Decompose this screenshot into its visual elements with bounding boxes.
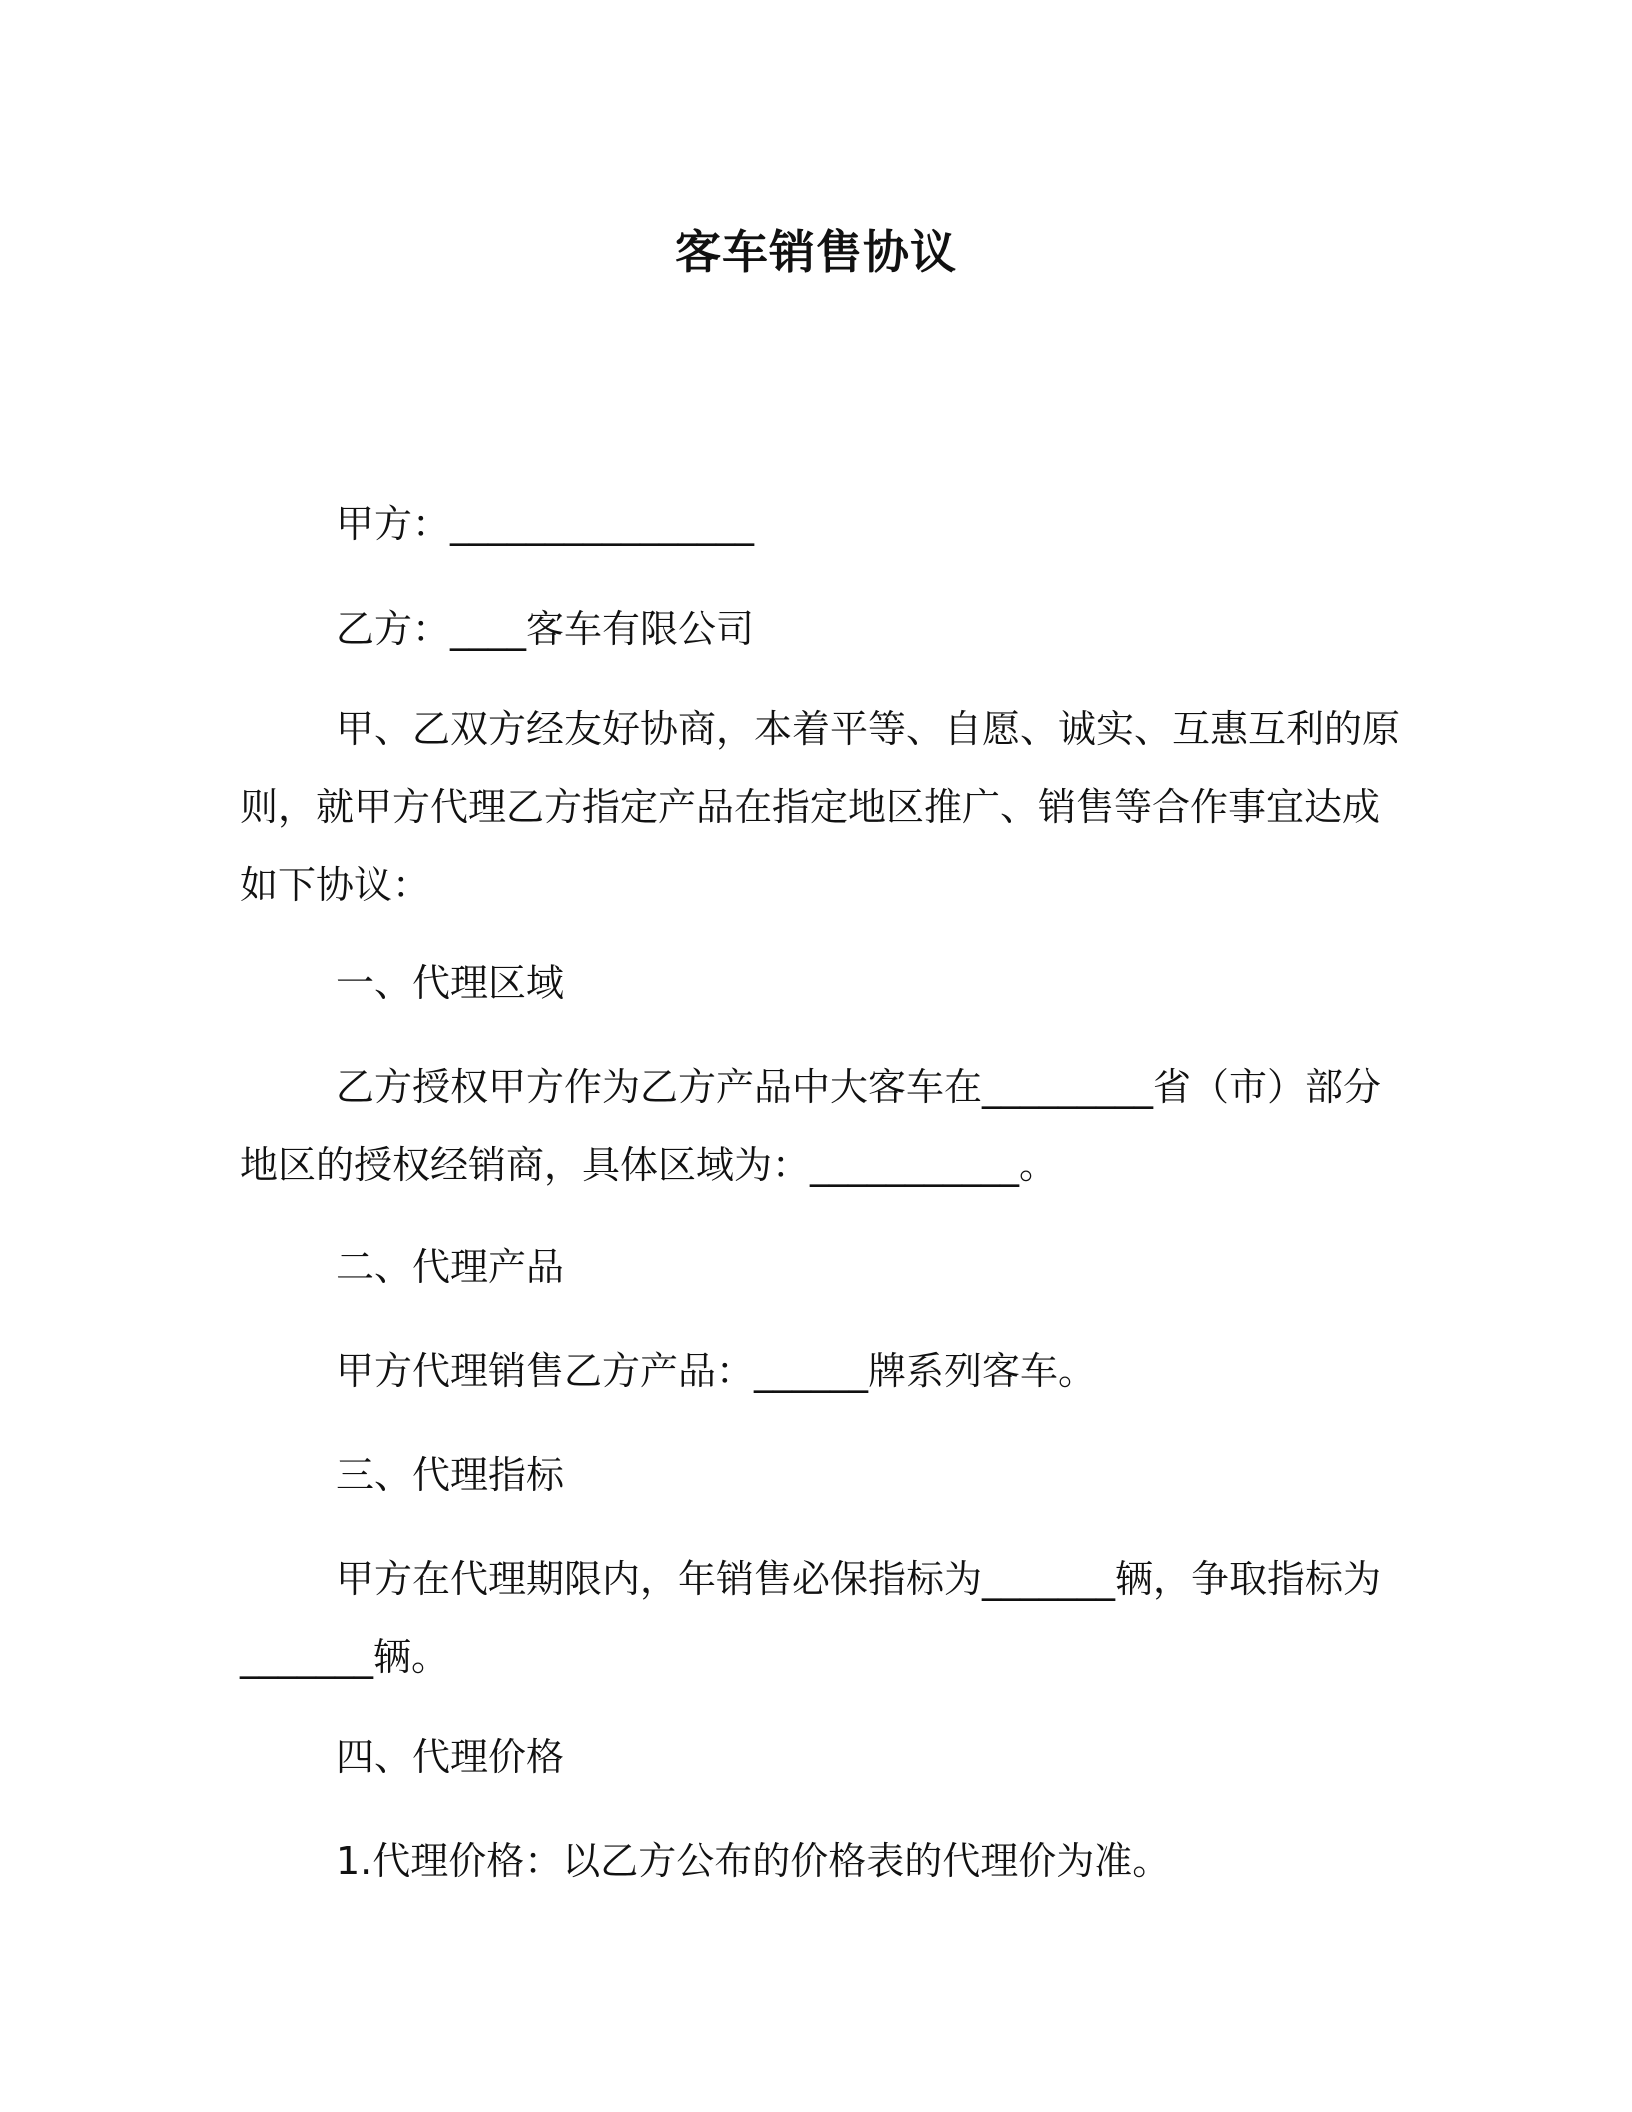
section1-line: 地区的授权经销商，具体区域为：___________。 (240, 1143, 1058, 1187)
section-heading: 一、代理区域 (336, 961, 565, 1005)
section1-paragraph (240, 1048, 1380, 1204)
intro-line: 甲、乙双方经友好协商，本着平等、自愿、诚实、互惠互利的原 (336, 707, 1401, 751)
section-heading: 四、代理价格 (336, 1735, 565, 1779)
section-heading: 三、代理指标 (336, 1453, 565, 1497)
intro-line: 如下协议： (240, 863, 431, 907)
section1-line: 乙方授权甲方作为乙方产品中大客车在_________省（市）部分 (336, 1065, 1382, 1109)
party-b-line: 乙方：____客车有限公司 (336, 607, 755, 651)
section3-paragraph (240, 1540, 1380, 1696)
document-title: 客车销售协议 (675, 225, 957, 279)
section4-item: 1.代理价格：以乙方公布的价格表的代理价为准。 (336, 1839, 1171, 1883)
section2-paragraph: 甲方代理销售乙方产品：______牌系列客车。 (336, 1349, 1097, 1393)
section3-line: _______辆。 (240, 1635, 450, 1679)
party-a-line: 甲方：________________ (336, 502, 755, 546)
section-heading: 二、代理产品 (336, 1245, 565, 1289)
intro-line: 则，就甲方代理乙方指定产品在指定地区推广、销售等合作事宜达成 (240, 785, 1381, 829)
section3-line: 甲方在代理期限内，年销售必保指标为_______辆，争取指标为 (336, 1557, 1382, 1601)
intro-paragraph (240, 690, 1401, 924)
